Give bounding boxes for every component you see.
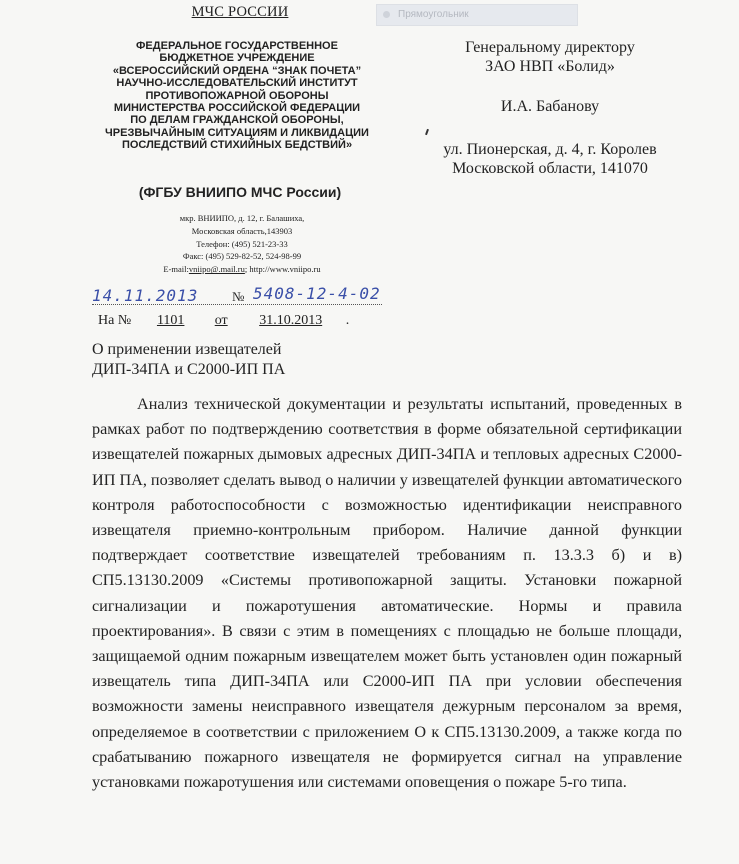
org-line: ФЕДЕРАЛЬНОЕ ГОСУДАРСТВЕННОЕ bbox=[136, 40, 338, 52]
org-line: ЧРЕЗВЫЧАЙНЫМ СИТУАЦИЯМ И ЛИКВИДАЦИИ bbox=[105, 126, 369, 139]
contact-email-line: E-mail:vniipo@.mail.ru; http://www.vniipo.ru bbox=[163, 264, 321, 275]
organization-abbreviation: (ФГБУ ВНИИПО МЧС России) bbox=[138, 184, 342, 200]
reference-line: На № 1101 от 31.10.2013 . bbox=[98, 313, 350, 328]
org-line: БЮДЖЕТНОЕ УЧРЕЖДЕНИЕ bbox=[159, 52, 315, 65]
recipient-position: Генеральному директору bbox=[465, 39, 635, 56]
reference-date: 31.10.2013 bbox=[259, 313, 323, 328]
shape-toolbar-label[interactable]: Прямоугольник bbox=[376, 4, 578, 26]
registration-number: 5408-12-4-02 bbox=[253, 284, 381, 303]
recipient-address-line2: Московской области, 141070 bbox=[452, 160, 648, 177]
email-link[interactable]: vniipo@.mail.ru bbox=[188, 264, 245, 275]
letter-body: Анализ технической документации и результаты испытаний, проведенных в рамках работ по подтверждению соответствия в форме обязательной сертификации извещателей пожарных дымовых адресных ДИП-34ПА и тепловых адресных С2000-ИП ПА, позволяет сделать вывод о наличии у извещателей функции автоматического контроля работоспособности с возможностью идентификации неисправного извещателя приемно-контрольным прибором. Наличие данной функции подтверждает соответствие извещателей требованиям п. 13.3.3 б) и в) СП5.13130.2009 «Системы противопожарной защиты. Установки пожарной сигнализации и пожаротушения автоматические. Нормы и правила проектирования». В связи с этим в помещениях с площадью не больше площади, защищаемой одним пожарным извещателем может быть установлен один пожарный извещатель типа ДИП-34ПА или С2000-ИП ПА при условии обеспечения возможности замены неисправного извещателя дежурным персоналом за время, определяемое в соответствии с приложением О к СП5.13130.2009, а также когда по срабатыванию пожарного извещателя не формируется сигнал на управление установками пожаротушения или системами оповещения о пожаре 5-го типа. bbox=[92, 395, 682, 792]
sender-contacts bbox=[128, 212, 356, 276]
org-line: НАУЧНО-ИССЛЕДОВАТЕЛЬСКИЙ ИНСТИТУТ bbox=[116, 77, 358, 90]
circle-icon bbox=[383, 11, 390, 18]
contact-line: Факс: (495) 529-82-52, 524-98-99 bbox=[182, 251, 302, 262]
letter-subject bbox=[92, 340, 285, 380]
recipient-address-line1: ул. Пионерская, д. 4, г. Королев bbox=[443, 141, 657, 158]
org-line: ПОСЛЕДСТВИЙ СТИХИЙНЫХ БЕДСТВИЙ» bbox=[121, 139, 353, 152]
ministry-title: МЧС РОССИИ bbox=[191, 4, 289, 20]
org-line: «ВСЕРОССИЙСКИЙ ОРДЕНА “ЗНАК ПОЧЕТА” bbox=[112, 64, 362, 77]
registration-date: 14.11.2013 bbox=[92, 286, 199, 305]
contact-line: Московская область,143903 bbox=[191, 225, 293, 236]
organization-name bbox=[82, 40, 392, 152]
subject-line: О применении извещателей bbox=[92, 341, 282, 358]
org-line: ПРОТИВОПОЖАРНОЙ ОБОРОНЫ bbox=[145, 89, 329, 102]
contact-line: Телефон: (495) 521-23-33 bbox=[196, 238, 288, 249]
recipient-name: И.А. Бабанову bbox=[500, 98, 600, 115]
subject-line: ДИП-34ПА и С2000-ИП ПА bbox=[92, 361, 286, 378]
registration-number-label: № bbox=[232, 289, 245, 304]
registration-underline bbox=[92, 304, 382, 305]
org-line: ПО ДЕЛАМ ГРАЖДАНСКОЙ ОБОРОНЫ, bbox=[130, 114, 344, 127]
contact-line: мкр. ВНИИПО, д. 12, г. Балашиха, bbox=[179, 213, 305, 223]
reference-number: 1101 bbox=[156, 313, 185, 328]
reference-date-label: от bbox=[214, 313, 228, 328]
org-line: МИНИСТЕРСТВА РОССИЙСКОЙ ФЕДЕРАЦИИ bbox=[113, 102, 361, 115]
pen-mark bbox=[425, 129, 429, 135]
recipient-company: ЗАО НВП «Болид» bbox=[485, 58, 615, 75]
